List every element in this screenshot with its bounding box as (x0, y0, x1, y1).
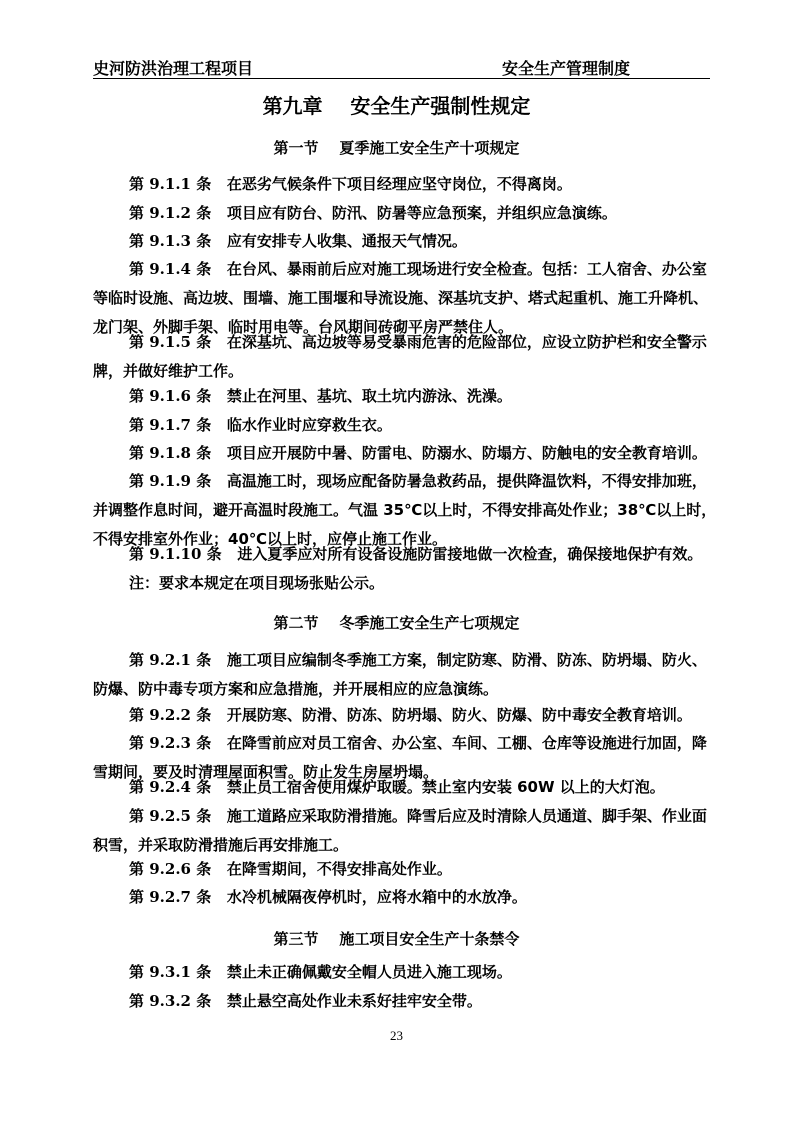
note (93, 569, 721, 598)
clause-number: 第 9.1.2 条 (129, 204, 212, 222)
clause-9-1-2 (93, 199, 721, 228)
clause-text: 进入夏季应对所有设备设施防雷接地做一次检查，确保接地保护有效。 (237, 545, 703, 563)
header-project-name: 史河防洪治理工程项目 (93, 59, 254, 78)
clause-text: 在台风、暴雨前后应对施工现场进行安全检查。包括：工人宿舍、办公室等临时设施、高边坡、围墙、施工围堰和导流设施、深基坑支护、塔式起重机、施工升降机、龙门架、外脚手架、临时用电等。台风期间砖砌平房严禁住人。 (93, 260, 709, 336)
clause-9-3-1 (93, 958, 721, 987)
clause-text: 禁止在河里、基坑、取土坑内游泳、洗澡。 (226, 387, 512, 405)
clause-number: 第 9.2.1 条 (129, 651, 212, 669)
clause-text: 项目应开展防中暑、防雷电、防溺水、防塌方、防触电的安全教育培训。 (226, 444, 707, 462)
clause-text: 禁止未正确佩戴安全帽人员进入施工现场。 (226, 963, 512, 981)
clause-text: 施工项目应编制冬季施工方案，制定防寒、防滑、防冻、防坍塌、防火、防爆、防中毒专项方案和应急措施，并开展相应的应急演练。 (93, 651, 707, 698)
clause-9-2-2 (93, 701, 721, 730)
clause-number: 第 9.3.2 条 (129, 992, 212, 1010)
clause-text: 开展防寒、防滑、防冻、防坍塌、防火、防爆、防中毒安全教育培训。 (226, 706, 692, 724)
clause-number: 第 9.2.2 条 (129, 706, 212, 724)
running-header (93, 56, 710, 79)
clause-9-2-6 (93, 855, 721, 884)
clause-number: 第 9.2.6 条 (129, 860, 212, 878)
note-text: 要求本规定在项目现场张贴公示。 (159, 574, 385, 592)
clause-number: 第 9.1.3 条 (129, 232, 212, 250)
clause-text: 应有安排专人收集、通报天气情况。 (226, 232, 467, 250)
clause-number: 第 9.2.7 条 (129, 888, 212, 906)
clause-number: 第 9.1.5 条 (129, 333, 212, 351)
clause-text: 临水作业时应穿救生衣。 (226, 416, 392, 434)
clause-9-1-5 (93, 328, 721, 386)
section-title-2: 第二节 冬季施工安全生产七项规定 (273, 614, 520, 632)
clause-9-2-7 (93, 883, 721, 912)
clause-9-1-6 (93, 382, 721, 411)
clause-number: 第 9.1.7 条 (129, 416, 212, 434)
page-number: 23 (390, 1028, 403, 1043)
clause-text: 项目应有防台、防汛、防暑等应急预案，并组织应急演练。 (226, 204, 617, 222)
clause-number: 第 9.2.5 条 (129, 807, 212, 825)
clause-number: 第 9.1.10 条 (129, 545, 222, 563)
clause-9-1-1 (93, 170, 721, 199)
clause-number: 第 9.1.9 条 (129, 472, 212, 490)
clause-9-1-7 (93, 411, 721, 440)
clause-text: 在深基坑、高边坡等易受暴雨危害的危险部位，应设立防护栏和安全警示牌，并做好维护工作。 (93, 333, 707, 380)
clause-number: 第 9.1.1 条 (129, 175, 212, 193)
clause-number: 第 9.1.6 条 (129, 387, 212, 405)
clause-number: 第 9.3.1 条 (129, 963, 212, 981)
section-title-1: 第一节 夏季施工安全生产十项规定 (273, 139, 520, 157)
clause-9-2-4 (93, 773, 721, 802)
clause-9-1-10 (93, 540, 721, 569)
note-label: 注： (129, 574, 160, 592)
header-document-name: 安全生产管理制度 (501, 59, 630, 78)
clause-text: 在恶劣气候条件下项目经理应坚守岗位，不得离岗。 (226, 175, 572, 193)
clause-text: 在降雪期间，不得安排高处作业。 (226, 860, 452, 878)
clause-text: 禁止员工宿舍使用煤炉取暖。禁止室内安装 60W 以上的大灯泡。 (226, 778, 665, 796)
clause-9-2-5 (93, 802, 721, 860)
clause-number: 第 9.1.8 条 (129, 444, 212, 462)
clause-text: 在降雪前应对员工宿舍、办公室、车间、工棚、仓库等设施进行加固，降雪期间，要及时清理屋面积雪。防止发生房屋坍塌。 (93, 734, 707, 781)
clause-9-2-1 (93, 646, 721, 704)
clause-text: 施工道路应采取防滑措施。降雪后应及时清除人员通道、脚手架、作业面积雪，并采取防滑措施后再安排施工。 (93, 807, 707, 854)
clause-9-1-8 (93, 439, 721, 468)
clause-text: 高温施工时，现场应配备防暑急救药品，提供降温饮料，不得安排加班，并调整作息时间，避开高温时段施工。气温 35℃以上时，不得安排高处作业；38℃以上时，不得安排室外作业；40℃以上时，应停止施工作业。 (93, 472, 717, 548)
section-title-3: 第三节 施工项目安全生产十条禁令 (273, 930, 520, 948)
clause-text: 禁止悬空高处作业未系好挂牢安全带。 (226, 992, 482, 1010)
clause-text: 水冷机械隔夜停机时，应将水箱中的水放净。 (226, 888, 527, 906)
clause-number: 第 9.2.4 条 (129, 778, 212, 796)
clause-number: 第 9.2.3 条 (129, 734, 212, 752)
clause-number: 第 9.1.4 条 (129, 260, 212, 278)
clause-9-1-3 (93, 227, 721, 256)
chapter-title: 第九章 安全生产强制性规定 (262, 94, 531, 118)
clause-9-3-2 (93, 987, 721, 1016)
